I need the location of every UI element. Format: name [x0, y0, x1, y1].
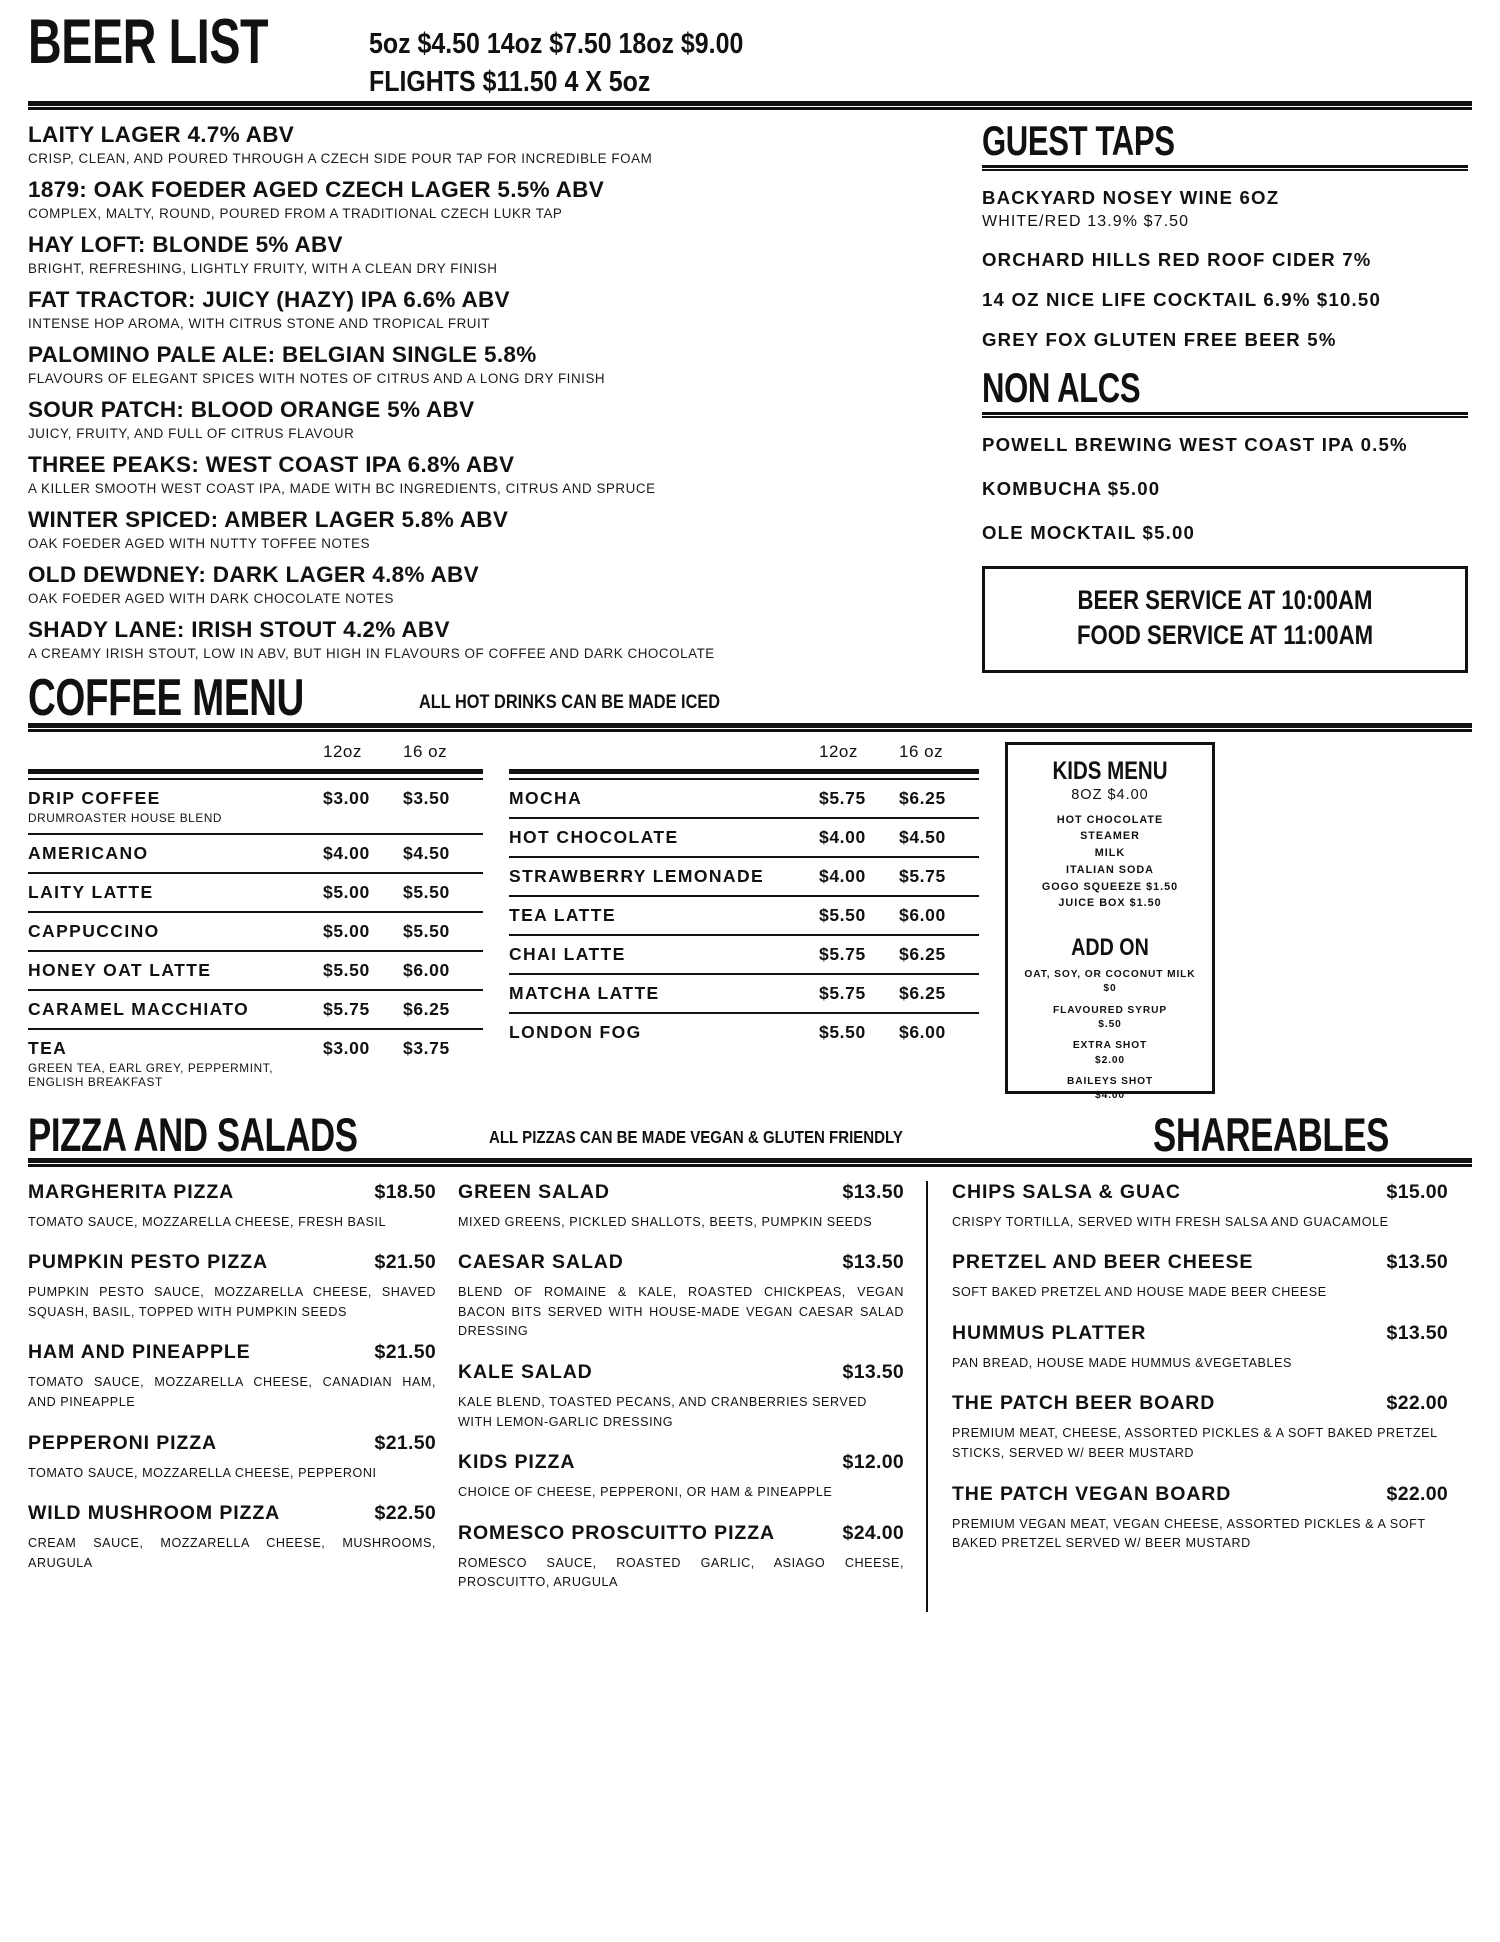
kids-menu-item: HOT CHOCOLATE	[1056, 813, 1164, 826]
table-row	[28, 911, 483, 950]
coffee-name: TEA LATTE	[509, 904, 616, 925]
service-hours-box	[982, 566, 1468, 673]
table-row	[509, 1012, 979, 1051]
coffee-name: LONDON FOG	[509, 1021, 642, 1042]
price-16oz: $6.00	[403, 959, 450, 980]
price-16oz: $3.50	[403, 787, 450, 808]
coffee-col-headers	[28, 742, 483, 769]
beer-name: HAY LOFT: BLONDE 5% ABV	[28, 232, 343, 258]
beer-description: INTENSE HOP AROMA, WITH CITRUS STONE AND TROPICAL FRUIT	[28, 316, 491, 332]
pizza-salads-title: PIZZA AND SALADS	[28, 1107, 358, 1161]
table-row	[509, 817, 979, 856]
beer-service-line: BEER SERVICE AT 10:00AM	[1077, 584, 1373, 615]
food-price: $13.50	[842, 1251, 904, 1274]
food-name: ROMESCO PROSCUITTO PIZZA	[458, 1521, 776, 1544]
coffee-name: MOCHA	[509, 787, 583, 808]
beer-name: LAITY LAGER 4.7% ABV	[28, 122, 295, 148]
beer-name: PALOMINO PALE ALE: BELGIAN SINGLE 5.8%	[28, 342, 537, 368]
price-16oz: $3.75	[403, 1037, 450, 1058]
food-service-line: FOOD SERVICE AT 11:00AM	[1076, 620, 1374, 651]
guest-tap-name: GREY FOX GLUTEN FREE BEER 5%	[982, 329, 1337, 350]
food-name: HAM AND PINEAPPLE	[28, 1341, 251, 1364]
kids-menu-item: GOGO SQUEEZE $1.50	[1041, 880, 1179, 893]
food-name: MARGHERITA PIZZA	[28, 1180, 235, 1203]
beer-item	[28, 507, 958, 553]
food-description: PAN BREAD, HOUSE MADE HUMMUS &VEGETABLES	[952, 1355, 1292, 1370]
beer-name: SOUR PATCH: BLOOD ORANGE 5% ABV	[28, 397, 475, 423]
food-name: PUMPKIN PESTO PIZZA	[28, 1251, 268, 1274]
add-on-item	[1016, 1004, 1204, 1033]
beer-description: COMPLEX, MALTY, ROUND, POURED FROM A TRADITIONAL CZECH LUKR TAP	[28, 206, 563, 222]
food-price: $22.00	[1386, 1482, 1448, 1505]
add-on-price: $.50	[1098, 1018, 1122, 1030]
beer-name: 1879: OAK FOEDER AGED CZECH LAGER 5.5% ABV	[28, 177, 605, 203]
kids-menu-item: ITALIAN SODA	[1066, 863, 1154, 876]
food-price: $15.00	[1386, 1180, 1448, 1203]
pizza-column	[28, 1181, 458, 1612]
beer-description: CRISP, CLEAN, AND POURED THROUGH A CZECH SIDE POUR TAP FOR INCREDIBLE FOAM	[28, 151, 653, 167]
price-16oz: $5.75	[899, 865, 946, 886]
coffee-name: LAITY LATTE	[28, 881, 154, 902]
food-item	[458, 1251, 904, 1342]
food-description: PREMIUM VEGAN MEAT, VEGAN CHEESE, ASSORTED PICKLES & A SOFT BAKED PRETZEL SERVED W/ BEER MUSTARD	[952, 1516, 1426, 1551]
food-description: BLEND OF ROMAINE & KALE, ROASTED CHICKPEAS, VEGAN BACON BITS SERVED WITH HOUSE-MADE VEGAN CAESAR SALAD DRESSING	[458, 1285, 904, 1339]
beer-item	[28, 397, 958, 443]
table-row	[509, 856, 979, 895]
price-16oz: $6.25	[899, 787, 946, 808]
table-row	[28, 778, 483, 833]
food-name: GREEN SALAD	[458, 1180, 610, 1203]
coffee-table-left	[28, 742, 483, 1097]
food-name: THE PATCH BEER BOARD	[952, 1392, 1216, 1415]
food-description: ROMESCO SAUCE, ROASTED GARLIC, ASIAGO CHEESE, PROSCUITTO, ARUGULA	[458, 1555, 904, 1590]
flight-price-line: FLIGHTS $11.50 4 X 5oz	[368, 65, 650, 98]
price-12oz: $5.75	[323, 998, 370, 1019]
beer-list-column	[28, 122, 958, 673]
table-row	[28, 872, 483, 911]
add-on-price: $0	[1103, 983, 1117, 995]
add-on-item	[1016, 1075, 1204, 1104]
beer-name: SHADY LANE: IRISH STOUT 4.2% ABV	[28, 617, 450, 643]
table-row	[28, 833, 483, 872]
coffee-menu-title: COFFEE MENU	[28, 668, 304, 727]
beer-item	[28, 617, 958, 663]
guest-tap-name: BACKYARD NOSEY WINE 6OZ	[982, 187, 1280, 208]
guest-tap-item	[982, 329, 1468, 351]
coffee-tagline: ALL HOT DRINKS CAN BE MADE ICED	[418, 691, 721, 713]
food-price: $13.50	[842, 1361, 904, 1383]
price-12oz: $5.00	[323, 920, 370, 941]
price-12oz: $5.00	[323, 881, 370, 902]
food-description: SOFT BAKED PRETZEL AND HOUSE MADE BEER CHEESE	[952, 1285, 1327, 1300]
salads-column	[458, 1181, 928, 1612]
food-name: CAESAR SALAD	[458, 1251, 624, 1274]
food-name: CHIPS SALSA & GUAC	[952, 1180, 1181, 1203]
guest-tap-name: ORCHARD HILLS RED ROOF CIDER 7%	[982, 249, 1372, 270]
food-name: PEPPERONI PIZZA	[28, 1431, 218, 1454]
food-description: MIXED GREENS, PICKLED SHALLOTS, BEETS, PUMPKIN SEEDS	[458, 1214, 873, 1229]
coffee-name: HONEY OAT LATTE	[28, 959, 212, 980]
coffee-col-headers	[509, 742, 979, 769]
food-description: CHOICE OF CHEESE, PEPPERONI, OR HAM & PINEAPPLE	[458, 1485, 833, 1500]
food-name: PRETZEL AND BEER CHEESE	[952, 1251, 1254, 1274]
non-alc-item: OLE MOCKTAIL $5.00	[982, 521, 1196, 543]
top-section	[28, 117, 1472, 673]
coffee-sub: DRUMROASTER HOUSE BLEND	[28, 810, 223, 825]
coffee-name: HOT CHOCOLATE	[509, 826, 679, 847]
food-item	[28, 1251, 436, 1322]
food-item	[952, 1483, 1448, 1554]
add-on-name: EXTRA SHOT	[1072, 1040, 1148, 1052]
guest-tap-item	[982, 187, 1468, 231]
food-columns	[28, 1181, 1472, 1612]
table-row	[28, 1028, 483, 1097]
guest-tap-item	[982, 249, 1468, 271]
price-16oz: $4.50	[899, 826, 946, 847]
kids-menu-item: JUICE BOX $1.50	[1058, 897, 1162, 910]
price-16oz: $5.50	[403, 920, 450, 941]
food-description: CREAM SAUCE, MOZZARELLA CHEESE, MUSHROOMS, ARUGULA	[28, 1536, 436, 1570]
beer-name: WINTER SPICED: AMBER LAGER 5.8% ABV	[28, 507, 509, 533]
coffee-name: AMERICANO	[28, 842, 149, 863]
food-price: $12.00	[842, 1451, 904, 1474]
food-description: KALE BLEND, TOASTED PECANS, AND CRANBERRIES SERVED WITH LEMON-GARLIC DRESSING	[458, 1395, 867, 1429]
price-16oz: $5.50	[403, 881, 450, 902]
table-row	[28, 989, 483, 1028]
food-price: $24.00	[842, 1521, 904, 1544]
food-item	[28, 1341, 436, 1412]
food-price: $21.50	[374, 1431, 436, 1454]
price-12oz: $3.00	[323, 1037, 370, 1058]
non-alc-item: POWELL BREWING WEST COAST IPA 0.5%	[982, 433, 1408, 455]
col-header-16oz: 16 oz	[899, 741, 944, 761]
food-price: $13.50	[842, 1180, 904, 1203]
guest-taps-column	[958, 117, 1468, 673]
food-description: TOMATO SAUCE, MOZZARELLA CHEESE, CANADIAN HAM, AND PINEAPPLE	[28, 1375, 436, 1409]
add-on-item	[1016, 968, 1204, 997]
pour-price-line: 5oz $4.50 14oz $7.50 18oz $9.00	[368, 28, 743, 60]
food-item	[952, 1392, 1448, 1463]
add-on-item	[1016, 1039, 1204, 1068]
food-item	[952, 1322, 1448, 1374]
kids-menu-title: KIDS MENU	[1052, 756, 1168, 785]
food-item	[28, 1181, 436, 1233]
price-12oz: $5.50	[819, 1021, 866, 1042]
food-description: PUMPKIN PESTO SAUCE, MOZZARELLA CHEESE, SHAVED SQUASH, BASIL, TOPPED WITH PUMPKIN SEEDS	[28, 1285, 436, 1319]
food-item	[28, 1502, 436, 1573]
price-12oz: $5.50	[323, 959, 370, 980]
beer-name: OLD DEWDNEY: DARK LAGER 4.8% ABV	[28, 562, 479, 588]
price-12oz: $4.00	[323, 842, 370, 863]
coffee-name: TEA	[28, 1037, 68, 1058]
price-12oz: $5.75	[819, 787, 866, 808]
price-16oz: $6.25	[899, 982, 946, 1003]
masthead	[28, 0, 1472, 101]
shareables-title: SHAREABLES	[1153, 1107, 1390, 1161]
beer-description: OAK FOEDER AGED WITH NUTTY TOFFEE NOTES	[28, 536, 371, 552]
pizza-tagline: ALL PIZZAS CAN BE MADE VEGAN & GLUTEN FRIENDLY	[489, 1126, 904, 1147]
food-description: CRISPY TORTILLA, SERVED WITH FRESH SALSA AND GUACAMOLE	[952, 1214, 1389, 1229]
add-on-name: OAT, SOY, OR COCONUT MILK	[1024, 969, 1196, 981]
coffee-header	[28, 668, 1472, 727]
guest-tap-sub: WHITE/RED 13.9% $7.50	[982, 213, 1190, 230]
food-price: $21.50	[374, 1251, 436, 1274]
food-price: $22.00	[1386, 1392, 1448, 1415]
shareables-column	[928, 1181, 1448, 1612]
food-price: $13.50	[1386, 1251, 1448, 1274]
food-name: HUMMUS PLATTER	[952, 1321, 1147, 1344]
add-on-title: ADD ON	[1071, 934, 1149, 962]
coffee-table-rule	[509, 769, 979, 774]
beer-item	[28, 452, 958, 498]
add-on-price: $4.00	[1095, 1090, 1125, 1102]
kids-menu-box	[1005, 742, 1215, 1102]
beer-item	[28, 177, 958, 223]
col-header-12oz: 12oz	[819, 741, 858, 761]
price-12oz: $5.50	[819, 904, 866, 925]
food-description: TOMATO SAUCE, MOZZARELLA CHEESE, PEPPERONI	[28, 1465, 377, 1480]
food-item	[458, 1522, 904, 1593]
price-16oz: $6.25	[899, 943, 946, 964]
price-16oz: $4.50	[403, 842, 450, 863]
beer-description: A CREAMY IRISH STOUT, LOW IN ABV, BUT HIGH IN FLAVOURS OF COFFEE AND DARK CHOCOLATE	[28, 645, 715, 661]
food-price: $18.50	[374, 1180, 436, 1203]
price-12oz: $5.75	[819, 982, 866, 1003]
beer-description: JUICY, FRUITY, AND FULL OF CITRUS FLAVOUR	[28, 426, 355, 442]
table-row	[509, 973, 979, 1012]
beer-description: A KILLER SMOOTH WEST COAST IPA, MADE WITH BC INGREDIENTS, CITRUS AND SPRUCE	[28, 481, 656, 497]
beer-item	[28, 232, 958, 278]
non-alcs-divider	[982, 412, 1468, 418]
table-row	[509, 778, 979, 817]
guest-taps-title: GUEST TAPS	[982, 117, 1175, 165]
guest-taps-divider	[982, 165, 1468, 171]
beer-name: FAT TRACTOR: JUICY (HAZY) IPA 6.6% ABV	[28, 287, 510, 313]
guest-tap-name: 14 OZ NICE LIFE COCKTAIL 6.9% $10.50	[982, 289, 1381, 310]
non-alc-item: KOMBUCHA $5.00	[982, 477, 1161, 499]
food-item	[458, 1451, 904, 1503]
coffee-name: CAPPUCCINO	[28, 920, 160, 941]
kids-menu-item: STEAMER	[1080, 830, 1140, 843]
food-name: KIDS PIZZA	[458, 1451, 576, 1474]
col-header-16oz: 16 oz	[403, 741, 448, 761]
add-on-name: FLAVOURED SYRUP	[1052, 1004, 1168, 1016]
page-title: BEER LIST	[28, 7, 269, 77]
food-item	[952, 1251, 1448, 1303]
coffee-name: STRAWBERRY LEMONADE	[509, 865, 765, 886]
food-header	[28, 1107, 1472, 1161]
beer-item	[28, 342, 958, 388]
coffee-tables	[28, 741, 1472, 1102]
beer-name: THREE PEAKS: WEST COAST IPA 6.8% ABV	[28, 452, 515, 478]
price-12oz: $3.00	[323, 787, 370, 808]
beer-description: OAK FOEDER AGED WITH DARK CHOCOLATE NOTES	[28, 591, 395, 606]
coffee-name: CARAMEL MACCHIATO	[28, 998, 250, 1019]
coffee-name: CHAI LATTE	[509, 943, 626, 964]
food-description: TOMATO SAUCE, MOZZARELLA CHEESE, FRESH BASIL	[28, 1214, 387, 1229]
coffee-name: MATCHA LATTE	[509, 982, 660, 1003]
food-name: THE PATCH VEGAN BOARD	[952, 1482, 1232, 1505]
food-item	[952, 1181, 1448, 1233]
food-description: PREMIUM MEAT, CHEESE, ASSORTED PICKLES & A SOFT BAKED PRETZEL STICKS, SERVED W/ BEER MUSTARD	[952, 1426, 1438, 1460]
beer-description: BRIGHT, REFRESHING, LIGHTLY FRUITY, WITH A CLEAN DRY FINISH	[28, 261, 498, 277]
food-price: $13.50	[1386, 1321, 1448, 1344]
food-price: $22.50	[374, 1502, 436, 1525]
masthead-divider	[28, 101, 1472, 110]
coffee-name: DRIP COFFEE	[28, 787, 161, 808]
food-name: KALE SALAD	[458, 1361, 593, 1383]
col-header-12oz: 12oz	[323, 741, 362, 761]
coffee-sub: GREEN TEA, EARL GREY, PEPPERMINT, ENGLISH BREAKFAST	[28, 1060, 274, 1089]
price-12oz: $4.00	[819, 865, 866, 886]
food-name: WILD MUSHROOM PIZZA	[28, 1502, 281, 1525]
table-row	[509, 895, 979, 934]
food-item	[458, 1181, 904, 1233]
coffee-table-rule	[28, 769, 483, 774]
add-on-name: BAILEYS SHOT	[1066, 1075, 1154, 1087]
price-16oz: $6.25	[403, 998, 450, 1019]
non-alcs-title: NON ALCS	[982, 364, 1141, 411]
beer-description: FLAVOURS OF ELEGANT SPICES WITH NOTES OF CITRUS AND A LONG DRY FINISH	[28, 371, 606, 387]
beer-item	[28, 562, 958, 608]
price-12oz: $5.75	[819, 943, 866, 964]
price-12oz: $4.00	[819, 826, 866, 847]
food-item	[458, 1361, 904, 1432]
add-on-price: $2.00	[1095, 1054, 1125, 1066]
beer-item	[28, 122, 958, 168]
food-price: $21.50	[374, 1341, 436, 1364]
table-row	[28, 950, 483, 989]
beer-item	[28, 287, 958, 333]
coffee-table-right	[509, 742, 979, 1097]
kids-menu-item: MILK	[1094, 847, 1126, 860]
table-row	[509, 934, 979, 973]
masthead-pricing	[369, 14, 804, 101]
price-16oz: $6.00	[899, 1021, 946, 1042]
guest-tap-item	[982, 289, 1468, 311]
food-item	[28, 1432, 436, 1484]
kids-menu-price: 8OZ $4.00	[1071, 786, 1149, 803]
price-16oz: $6.00	[899, 904, 946, 925]
